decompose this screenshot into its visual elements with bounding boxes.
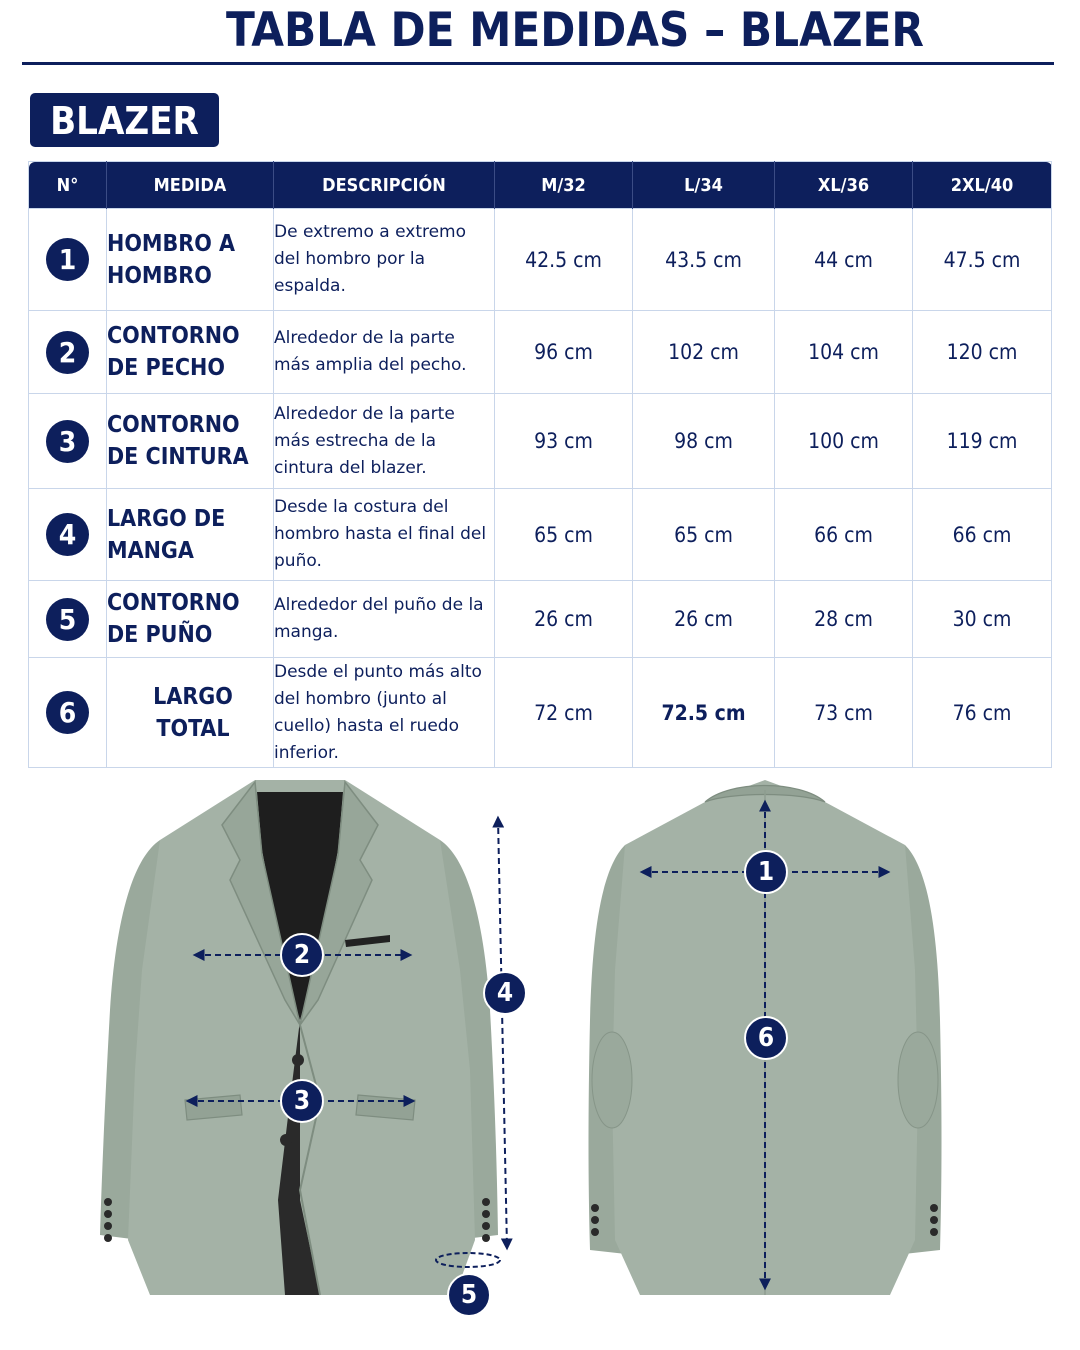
- value-cell: 66 cm: [775, 489, 913, 581]
- header-num: N°: [29, 162, 107, 209]
- medida-cell: CONTORNO DE PECHO: [107, 311, 274, 394]
- title-divider: [22, 62, 1054, 65]
- descripcion-cell: Desde el punto más alto del hombro (junto al cuello) hasta el ruedo inferior.: [274, 658, 495, 768]
- size-table: [28, 161, 1052, 768]
- blazer-front-illustration: [100, 780, 507, 1295]
- descripcion-cell: Desde la costura del hombro hasta el final del puño.: [274, 489, 495, 581]
- header-size-2xl: 2XL/40: [913, 162, 1052, 209]
- measure-label-1: 1: [744, 850, 788, 894]
- table-row: [29, 311, 1052, 394]
- row-number-badge: 2: [46, 331, 89, 374]
- value-cell: 44 cm: [775, 209, 913, 311]
- table-row: [29, 489, 1052, 581]
- page-title: TABLA DE MEDIDAS – BLAZER: [226, 3, 924, 58]
- row-number-badge: 4: [46, 513, 89, 556]
- table-row: [29, 209, 1052, 311]
- value-cell: 120 cm: [913, 311, 1052, 394]
- row-number-badge: 5: [46, 598, 89, 641]
- section-label: BLAZER: [30, 93, 219, 147]
- value-cell: 47.5 cm: [913, 209, 1052, 311]
- descripcion-cell: De extremo a extremo del hombro por la espalda.: [274, 209, 495, 311]
- value-cell: 72.5 cm: [633, 658, 775, 768]
- row-number-cell: [29, 311, 107, 394]
- value-cell: 76 cm: [913, 658, 1052, 768]
- row-number-cell: [29, 658, 107, 768]
- row-number-badge: 6: [46, 691, 89, 734]
- medida-cell: HOMBRO A HOMBRO: [107, 209, 274, 311]
- row-number-cell: [29, 489, 107, 581]
- row-number-cell: [29, 209, 107, 311]
- value-cell: 65 cm: [495, 489, 633, 581]
- value-cell: 98 cm: [633, 394, 775, 489]
- descripcion-cell: Alrededor del puño de la manga.: [274, 581, 495, 658]
- row-number-cell: [29, 581, 107, 658]
- table-row: [29, 394, 1052, 489]
- header-medida: MEDIDA: [107, 162, 274, 209]
- table-row: [29, 581, 1052, 658]
- value-cell: 73 cm: [775, 658, 913, 768]
- value-cell: 119 cm: [913, 394, 1052, 489]
- blazer-diagram: [0, 770, 1080, 1350]
- value-cell: 93 cm: [495, 394, 633, 489]
- value-cell: 26 cm: [633, 581, 775, 658]
- header-size-m: M/32: [495, 162, 633, 209]
- measure-label-2: 2: [280, 933, 324, 977]
- value-cell: 102 cm: [633, 311, 775, 394]
- row-number-badge: 1: [46, 238, 89, 281]
- medida-cell: LARGO TOTAL: [107, 658, 274, 768]
- measure-label-4: 4: [483, 971, 527, 1015]
- row-number-badge: 3: [46, 420, 89, 463]
- value-cell: 66 cm: [913, 489, 1052, 581]
- blazer-illustrations: [0, 770, 1080, 1350]
- measure-label-5: 5: [447, 1273, 491, 1317]
- medida-cell: LARGO DE MANGA: [107, 489, 274, 581]
- table-row: [29, 658, 1052, 768]
- table-header-row: [29, 162, 1052, 209]
- value-cell: 96 cm: [495, 311, 633, 394]
- value-cell: 28 cm: [775, 581, 913, 658]
- medida-cell: CONTORNO DE CINTURA: [107, 394, 274, 489]
- value-cell: 104 cm: [775, 311, 913, 394]
- header-descripcion: DESCRIPCIÓN: [274, 162, 495, 209]
- measure-label-6: 6: [744, 1016, 788, 1060]
- value-cell: 72 cm: [495, 658, 633, 768]
- value-cell: 65 cm: [633, 489, 775, 581]
- row-number-cell: [29, 394, 107, 489]
- header-size-l: L/34: [633, 162, 775, 209]
- medida-cell: CONTORNO DE PUÑO: [107, 581, 274, 658]
- descripcion-cell: Alrededor de la parte más amplia del pecho.: [274, 311, 495, 394]
- descripcion-cell: Alrededor de la parte más estrecha de la cintura del blazer.: [274, 394, 495, 489]
- value-cell: 26 cm: [495, 581, 633, 658]
- value-cell: 30 cm: [913, 581, 1052, 658]
- value-cell: 43.5 cm: [633, 209, 775, 311]
- value-cell: 100 cm: [775, 394, 913, 489]
- value-cell: 42.5 cm: [495, 209, 633, 311]
- measure-label-3: 3: [280, 1079, 324, 1123]
- header-size-xl: XL/36: [775, 162, 913, 209]
